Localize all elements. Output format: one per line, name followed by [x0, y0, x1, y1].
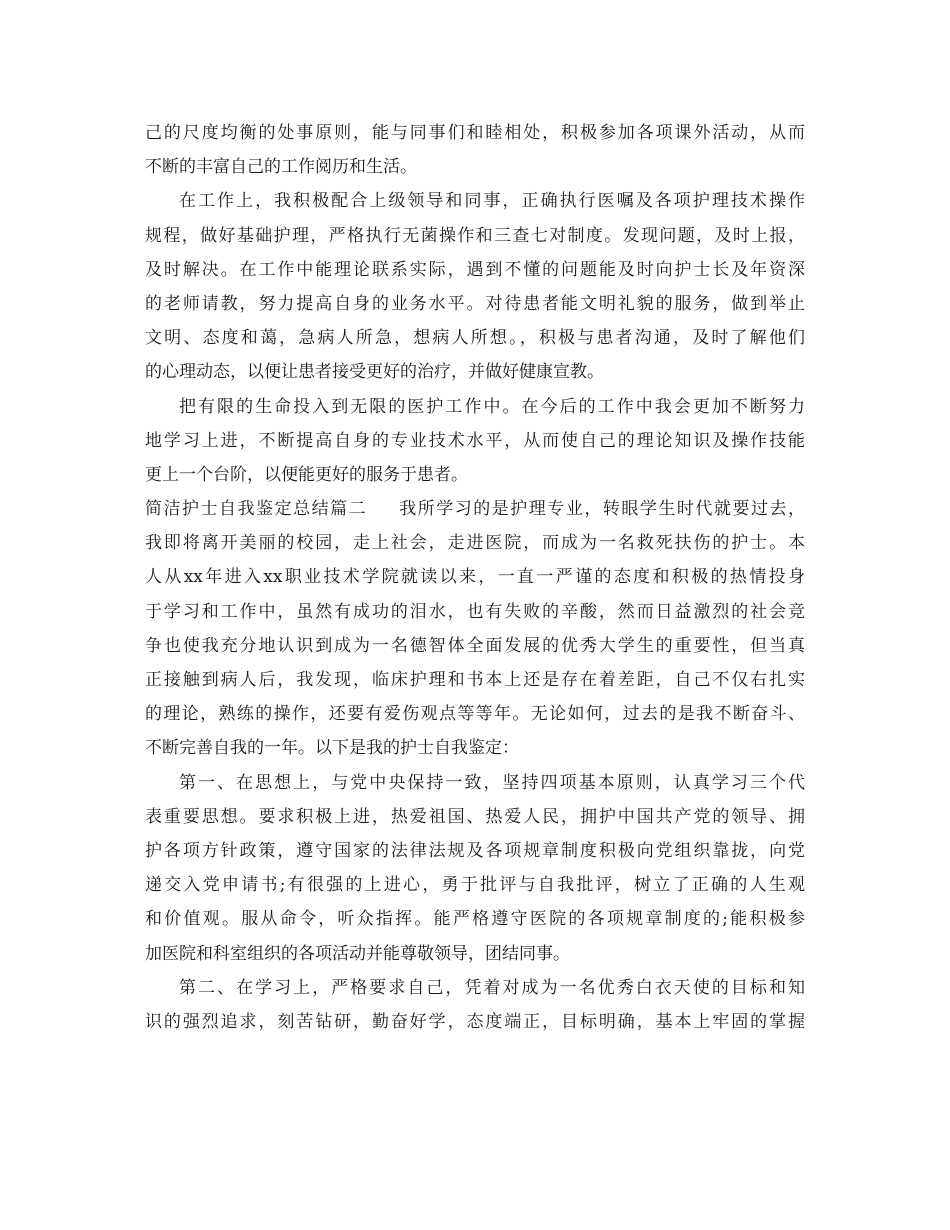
paragraph-4 [145, 492, 805, 766]
text-line: 和价值观。服从命令，听众指挥。能严格遵守医院的各项规章制度的;能积极参 [145, 909, 805, 930]
text-line: 递交入党申请书;有很强的上进心，勇于批评与自我批评，树立了正确的人生观 [145, 875, 805, 896]
text-line: 不断完善自我的一年。以下是我的护士自我鉴定： [145, 738, 519, 759]
paragraph-3 [145, 390, 805, 493]
text-line: 人从xx年进入xx职业技术学院就读以来，一直一严谨的态度和积极的热情投身 [145, 567, 805, 588]
text-line: 规程，做好基础护理，严格执行无菌操作和三查七对制度。发现问题，及时上报， [145, 225, 805, 246]
text-line: 更上一个台阶，以便能更好的服务于患者。 [145, 464, 468, 485]
text-line: 第一、在思想上，与党中央保持一致，坚持四项基本原则，认真学习三个代 [179, 772, 805, 793]
text-line: 加医院和科室组织的各项活动并能尊敬领导，团结同事。 [145, 943, 570, 964]
paragraph-1 [145, 116, 805, 184]
text-line: 识的强烈追求，刻苦钻研，勤奋好学，态度端正，目标明确，基本上牢固的掌握 [145, 1011, 805, 1032]
text-line: 于学习和工作中，虽然有成功的泪水，也有失败的辛酸，然而日益激烈的社会竞 [145, 601, 805, 622]
text-line: 护各项方针政策，遵守国家的法律法规及各项规章制度积极向党组织靠拢，向党 [145, 840, 805, 861]
text-line: 在工作上，我积极配合上级领导和同事，正确执行医嘱及各项护理技术操作 [179, 191, 805, 212]
text-line: 及时解决。在工作中能理论联系实际，遇到不懂的问题能及时向护士长及年资深 [145, 259, 805, 280]
text-line: 把有限的生命投入到无限的医护工作中。在今后的工作中我会更加不断努力 [179, 396, 805, 417]
text-line: 我所学习的是护理专业，转眼学生时代就要过去， [399, 499, 806, 520]
text-line: 我即将离开美丽的校园，走上社会，走进医院，而成为一名救死扶伤的护士。本 [145, 533, 805, 554]
paragraph-6 [145, 971, 805, 1039]
text-line: 不断的丰富自己的工作阅历和生活。 [145, 157, 417, 178]
section-heading: 简洁护士自我鉴定总结篇二 [145, 499, 368, 520]
text-line: 己的尺度均衡的处事原则，能与同事们和睦相处，积极参加各项课外活动，从而 [145, 123, 805, 143]
text-line: 争也使我充分地认识到成为一名德智体全面发展的优秀大学生的重要性，但当真 [145, 635, 805, 656]
text-line: 第二、在学习上，严格要求自己，凭着对成为一名优秀白衣天使的目标和知 [179, 977, 805, 998]
text-line: 表重要思想。要求积极上进，热爱祖国、热爱人民，拥护中国共产党的领导、拥 [145, 806, 805, 827]
text-line: 文明、态度和蔼，急病人所急，想病人所想。，积极与患者沟通，及时了解他们 [145, 328, 805, 349]
text-line: 的心理动态，以便让患者接受更好的治疗，并做好健康宣教。 [145, 362, 604, 383]
document-body [145, 116, 805, 1039]
text-line-with-heading [145, 492, 805, 526]
paragraph-2 [145, 184, 805, 389]
text-line: 正接触到病人后，我发现，临床护理和书本上还是存在着差距，自己不仅右扎实 [145, 670, 805, 690]
text-line: 地学习上进，不断提高自身的专业技术水平，从而使自己的理论知识及操作技能 [145, 430, 805, 451]
text-line: 的老师请教，努力提高自身的业务水平。对待患者能文明礼貌的服务，做到举止 [145, 293, 805, 314]
paragraph-5 [145, 766, 805, 971]
text-line: 的理论，熟练的操作，还要有爱伤观点等等年。无论如何，过去的是我不断奋斗、 [145, 704, 805, 725]
